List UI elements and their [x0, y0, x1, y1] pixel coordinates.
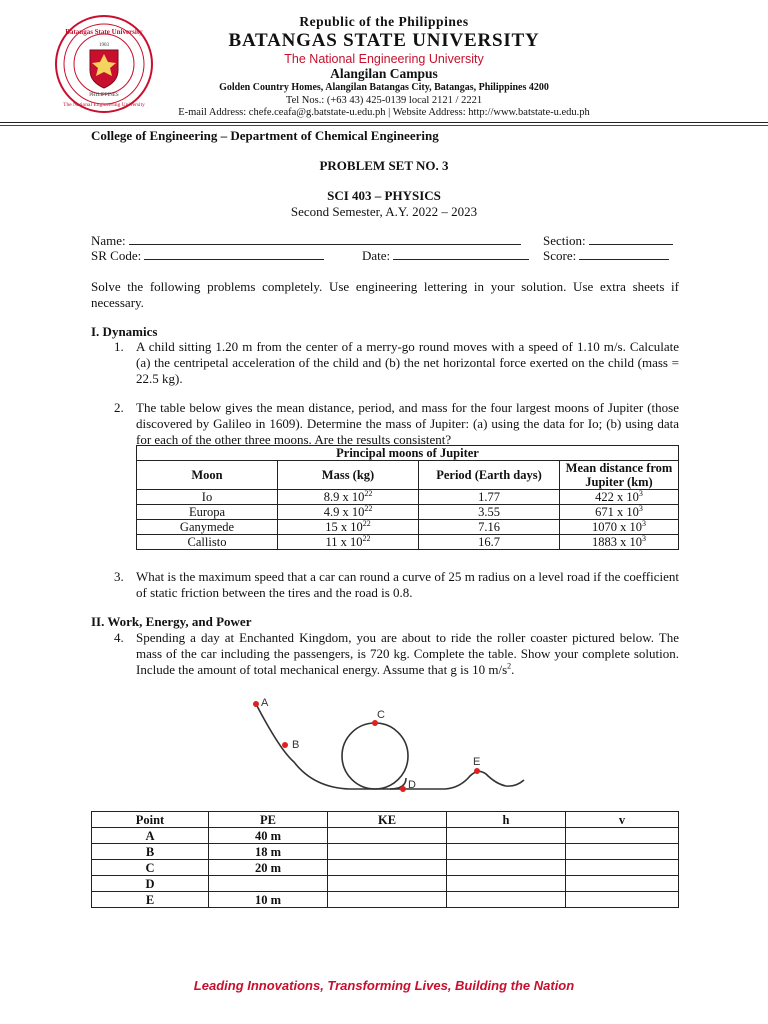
jupiter-moons-table	[136, 445, 679, 550]
label-b: B	[292, 739, 300, 751]
problem-1-text: A child sitting 1.20 m from the center of a merry-go round moves with a speed of 1.10 m/s. Calculate (a) the centripetal acceleration of the child and (b) the net horizontal force exerted on the child (mass = 22.5 kg).	[136, 339, 679, 386]
header-university-name: BATANGAS STATE UNIVERSITY	[228, 30, 540, 51]
pe-cell: 40 m	[209, 828, 328, 844]
point-d-marker	[400, 786, 406, 792]
pe-cell: 18 m	[209, 844, 328, 860]
score-field[interactable]	[543, 248, 669, 264]
moon-distance: 1883 x $10^3$	[560, 535, 679, 550]
name-field[interactable]	[91, 233, 521, 249]
ke-cell[interactable]	[328, 844, 447, 860]
column-header: Point	[92, 812, 209, 828]
header-tagline: The National Engineering University	[284, 52, 484, 66]
point-cell: E	[92, 892, 209, 908]
header-campus: Alangilan Campus	[330, 66, 438, 81]
moon-period: 16.7	[419, 535, 560, 550]
h-cell[interactable]	[447, 860, 566, 876]
section-work-energy-heading: II. Work, Energy, and Power	[91, 614, 252, 629]
h-cell[interactable]	[447, 892, 566, 908]
moon-period: 1.77	[419, 490, 560, 505]
v-cell[interactable]	[566, 860, 679, 876]
problem-2-number: 2.	[114, 400, 124, 415]
point-a-marker	[253, 701, 259, 707]
section-label: Section:	[543, 233, 586, 248]
label-c: C	[377, 709, 385, 721]
table-row	[137, 520, 679, 535]
moon-mass: 11 x $10^{22}$	[278, 535, 419, 550]
date-field[interactable]	[362, 248, 529, 264]
column-header: KE	[328, 812, 447, 828]
moon-mass: 4.9 x $10^{22}$	[278, 505, 419, 520]
moon-mass: 15 x $10^{22}$	[278, 520, 419, 535]
moon-period: 3.55	[419, 505, 560, 520]
problem-4-number: 4.	[114, 630, 124, 645]
footer-slogan: Leading Innovations, Transforming Lives, Building the Nation	[193, 978, 575, 993]
v-cell[interactable]	[566, 876, 679, 892]
course-title: SCI 403 – PHYSICS	[327, 188, 441, 203]
problem-3-text: What is the maximum speed that a car can round a curve of 25 m radius on a level road if the coefficient of static friction between the tires and the road is 0.8.	[136, 569, 679, 600]
table-row	[92, 860, 679, 876]
h-cell[interactable]	[447, 876, 566, 892]
point-cell: A	[92, 828, 209, 844]
section-dynamics-heading: I. Dynamics	[91, 324, 158, 339]
energy-points-table	[91, 811, 679, 908]
point-cell: D	[92, 876, 209, 892]
moon-name: Callisto	[137, 535, 278, 550]
score-label: Score:	[543, 248, 577, 263]
header-telephone: Tel Nos.: (+63 43) 425-0139 local 2121 / 2221	[285, 95, 483, 106]
problem-set-title: PROBLEM SET NO. 3	[319, 158, 449, 173]
column-header: Period (Earth days)	[419, 461, 560, 490]
semester-line: Second Semester, A.Y. 2022 – 2023	[290, 204, 478, 219]
pe-cell: 10 m	[209, 892, 328, 908]
header-email-website: E-mail Address: chefe.ceafa@g.batstate-u.edu.ph | Website Address: http://www.batstate-u.edu.ph	[178, 107, 590, 118]
svg-text:PHILIPPINES: PHILIPPINES	[89, 93, 119, 98]
svg-text:Batangas State University: Batangas State University	[65, 28, 143, 36]
table-row	[137, 490, 679, 505]
h-cell[interactable]	[447, 828, 566, 844]
table-row	[92, 892, 679, 908]
table-row	[92, 828, 679, 844]
column-header: Mass (kg)	[278, 461, 419, 490]
college-department: College of Engineering – Department of Chemical Engineering	[91, 128, 439, 143]
ke-cell[interactable]	[328, 876, 447, 892]
table-caption: Principal moons of Jupiter	[137, 446, 679, 461]
column-header: Mean distance from Jupiter (km)	[560, 461, 679, 490]
moon-name: Io	[137, 490, 278, 505]
moon-period: 7.16	[419, 520, 560, 535]
instructions: Solve the following problems completely. Use engineering lettering in your solution. Use extra sheets if necessary.	[91, 279, 679, 310]
moon-distance: 422 x $10^3$	[560, 490, 679, 505]
point-e-marker	[474, 768, 480, 774]
column-header: v	[566, 812, 679, 828]
moon-distance: 1070 x $10^3$	[560, 520, 679, 535]
date-label: Date:	[362, 248, 391, 263]
pe-cell[interactable]	[209, 876, 328, 892]
svg-text:1903: 1903	[99, 43, 109, 48]
problem-2-text: The table below gives the mean distance, period, and mass for the four largest moons of Jupiter (those discovered by Galileo in 1609). Determine the mass of Jupiter: (a) using the data for Io; (b) using data for each of the other three moons. Are the results consistent?	[136, 400, 679, 447]
v-cell[interactable]	[566, 892, 679, 908]
header-divider-thin	[0, 125, 768, 126]
label-a: A	[261, 697, 269, 709]
sr-code-field[interactable]	[91, 248, 324, 264]
v-cell[interactable]	[566, 828, 679, 844]
name-label: Name:	[91, 233, 126, 248]
ke-cell[interactable]	[328, 860, 447, 876]
problem-4-text: Spending a day at Enchanted Kingdom, you are about to ride the roller coaster pictured below. The mass of the car including the passengers, is 720 kg. Complete the table. Show your complete solution. Include the amount of total mechanical energy. Assume that g is 10 $m/s^2$.	[136, 630, 679, 677]
moon-distance: 671 x $10^3$	[560, 505, 679, 520]
table-row	[137, 535, 679, 550]
moon-name: Ganymede	[137, 520, 278, 535]
ke-cell[interactable]	[328, 892, 447, 908]
header-republic: Republic of the Philippines	[299, 14, 469, 29]
point-b-marker	[282, 742, 288, 748]
svg-text:The National Engineering Unive: The National Engineering University	[63, 102, 145, 108]
header-divider	[0, 122, 768, 123]
column-header: h	[447, 812, 566, 828]
moon-mass: 8.9 x $10^{22}$	[278, 490, 419, 505]
point-cell: C	[92, 860, 209, 876]
moon-name: Europa	[137, 505, 278, 520]
column-header: PE	[209, 812, 328, 828]
sr-code-label: SR Code:	[91, 248, 142, 263]
pe-cell: 20 m	[209, 860, 328, 876]
v-cell[interactable]	[566, 844, 679, 860]
table-row	[92, 876, 679, 892]
roller-coaster-diagram	[240, 690, 530, 800]
ke-cell[interactable]	[328, 828, 447, 844]
section-field[interactable]	[543, 233, 673, 249]
problem-1-number: 1.	[114, 339, 124, 354]
column-header: Moon	[137, 461, 278, 490]
label-d: D	[408, 779, 416, 791]
point-cell: B	[92, 844, 209, 860]
table-row	[137, 505, 679, 520]
h-cell[interactable]	[447, 844, 566, 860]
label-e: E	[473, 756, 481, 768]
table-row	[92, 844, 679, 860]
problem-3-number: 3.	[114, 569, 124, 584]
header-address: Golden Country Homes, Alangilan Batangas City, Batangas, Philippines 4200	[219, 82, 549, 93]
